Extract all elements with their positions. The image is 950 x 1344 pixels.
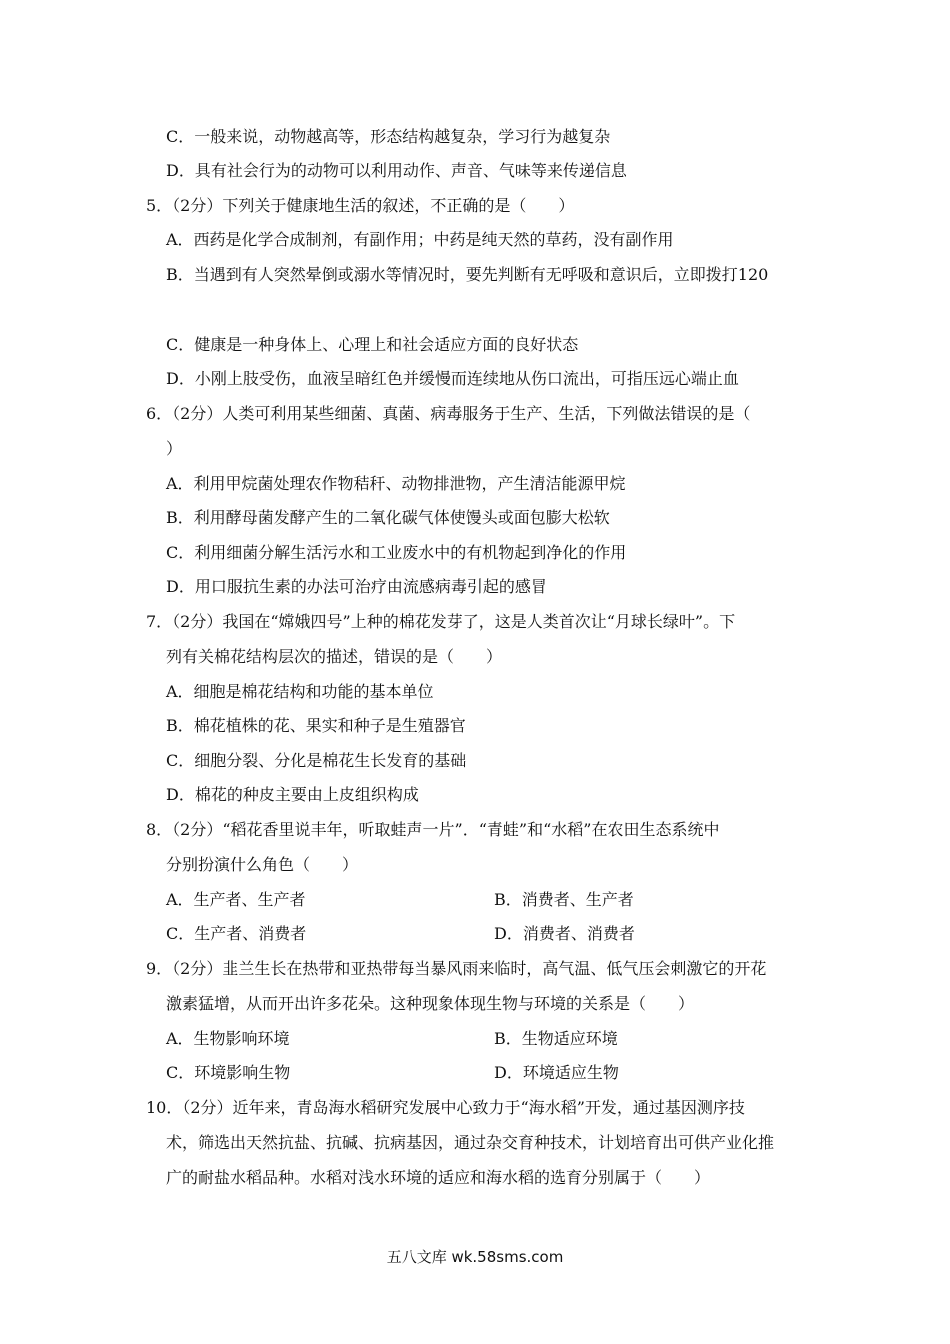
q8-option-d: D．消费者、消费者: [494, 924, 635, 943]
q7-stem: 7．（2分）我国在“嫦娥四号”上种的棉花发芽了，这是人类首次让“月球长绿叶”。下: [146, 612, 736, 631]
q7-option-c: C．细胞分裂、分化是棉花生长发育的基础: [166, 751, 467, 770]
q7-option-d: D．棉花的种皮主要由上皮组织构成: [166, 785, 419, 804]
footer-watermark: 五八文库 wk.58sms.com: [386, 1248, 564, 1266]
q9-option-a: A．生物影响环境: [166, 1029, 290, 1048]
q5-option-d: D．小刚上肢受伤，血液呈暗红色并缓慢而连续地从伤口流出，可指压远心端止血: [166, 369, 739, 388]
q4-option-c: C．一般来说，动物越高等，形态结构越复杂，学习行为越复杂: [166, 127, 611, 146]
q9-stem: 9．（2分）韭兰生长在热带和亚热带每当暴风雨来临时，高气温、低气压会刺激它的开花: [146, 959, 767, 978]
q10-stem-cont-2: 广的耐盐水稻品种。水稻对浅水环境的适应和海水稻的选育分别属于（ ）: [166, 1168, 711, 1187]
q8-stem: 8．（2分）“稻花香里说丰年，听取蛙声一片”．“青蛙”和“水稻”在农田生态系统中: [146, 820, 720, 839]
q10-stem: 10．（2分）近年来，青岛海水稻研究发展中心致力于“海水稻”开发，通过基因测序技: [146, 1098, 745, 1117]
q7-stem-cont: 列有关棉花结构层次的描述，错误的是（ ）: [166, 647, 503, 666]
q8-option-c: C．生产者、消费者: [166, 924, 307, 943]
q9-stem-cont: 激素猛增，从而开出许多花朵。这种现象体现生物与环境的关系是（ ）: [166, 994, 695, 1013]
q6-option-d: D．用口服抗生素的办法可治疗由流感病毒引起的感冒: [166, 577, 547, 596]
q7-option-b: B．棉花植株的花、果实和种子是生殖器官: [166, 716, 466, 735]
q4-option-d: D．具有社会行为的动物可以利用动作、声音、气味等来传递信息: [166, 161, 627, 180]
q5-stem: 5．（2分）下列关于健康地生活的叙述，不正确的是（ ）: [146, 196, 575, 215]
q5-option-c: C．健康是一种身体上、心理上和社会适应方面的良好状态: [166, 335, 579, 354]
q6-stem-cont: ）: [166, 439, 183, 458]
q6-stem: 6．（2分）人类可利用某些细菌、真菌、病毒服务于生产、生活，下列做法错误的是（: [146, 404, 751, 423]
q6-option-b: B．利用酵母菌发酵产生的二氧化碳气体使馒头或面包膨大松软: [166, 508, 610, 527]
q6-option-a: A．利用甲烷菌处理农作物秸秆、动物排泄物，产生清洁能源甲烷: [166, 474, 626, 493]
q9-option-d: D．环境适应生物: [494, 1063, 619, 1082]
q8-option-a: A．生产者、生产者: [166, 890, 306, 909]
q10-stem-cont-1: 术，筛选出天然抗盐、抗碱、抗病基因，通过杂交育种技术，计划培育出可供产业化推: [166, 1133, 775, 1152]
q8-option-b: B．消费者、生产者: [494, 890, 634, 909]
q5-option-b: B．当遇到有人突然晕倒或溺水等情况时，要先判断有无呼吸和意识后，立即拨打120: [166, 265, 769, 284]
q7-option-a: A．细胞是棉花结构和功能的基本单位: [166, 682, 434, 701]
q6-option-c: C．利用细菌分解生活污水和工业废水中的有机物起到净化的作用: [166, 543, 627, 562]
q8-stem-cont: 分别扮演什么角色（ ）: [166, 855, 359, 874]
q5-option-a: A．西药是化学合成制剂，有副作用；中药是纯天然的草药，没有副作用: [166, 230, 674, 249]
q9-option-b: B．生物适应环境: [494, 1029, 618, 1048]
q9-option-c: C．环境影响生物: [166, 1063, 291, 1082]
